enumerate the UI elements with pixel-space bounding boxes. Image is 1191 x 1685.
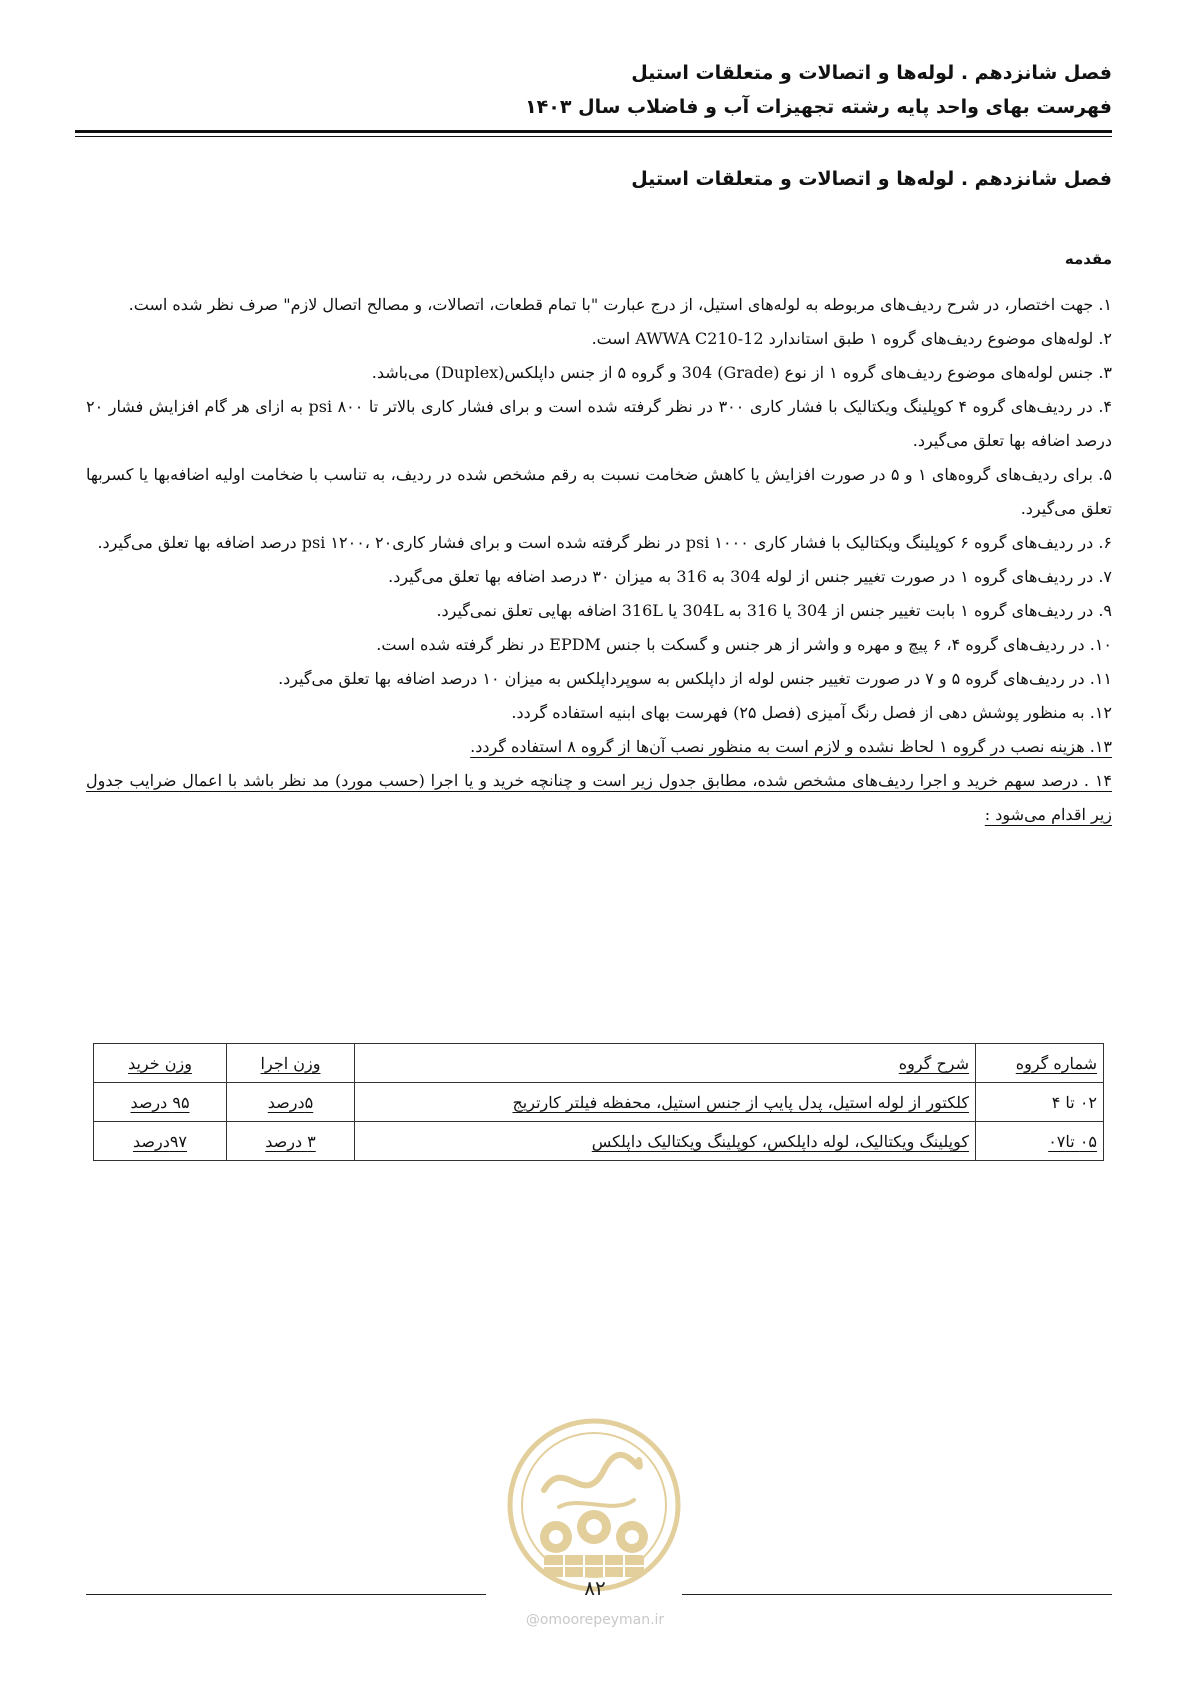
cell-group-number: ۰۵ تا۰۷ (976, 1122, 1104, 1161)
chapter-title: فصل شانزدهم . لوله‌ها و اتصالات و متعلقات استیل (631, 168, 1112, 190)
table-row (94, 1122, 1104, 1161)
footer-rule-left (86, 1594, 486, 1595)
note-3: ۳. جنس لوله‌های موضوع ردیف‌های گروه ۱ از نوع (Grade) 304 و گروه ۵ از جنس داپلکس(Duplex) می‌باشد. (371, 363, 1112, 382)
note-4: ۴. در ردیف‌های گروه ۴ کوپلینگ ویکتالیک با فشار کاری ۳۰۰ در نظر گرفته شده است و برای فشار کاری بالاتر تا psi ۸۰۰ به ازای هر گام افزایش فشار ۲۰ درصد اضافه بها تعلق می‌گیرد. (86, 397, 1112, 450)
note-9: ۹. در ردیف‌های گروه ۱ بابت تغییر جنس از 304 یا 316 به 304L یا 316L اضافه بهایی تعلق نمی‌گیرد. (436, 601, 1112, 620)
note-2: ۲. لوله‌های موضوع ردیف‌های گروه ۱ طبق استاندارد AWWA C210-12 است. (591, 329, 1112, 348)
note-5: ۵. برای ردیف‌های گروه‌های ۱ و ۵ در صورت افزایش یا کاهش ضخامت نسبت به رقم مشخص شده در ردیف، به تناسب با ضخامت اولیه اضافه‌بها یا کسربها تعلق می‌گیرد. (86, 465, 1112, 518)
watermark-url: @omoorepeyman.ir (525, 1612, 665, 1628)
note-12: ۱۲. به منظور پوشش دهی از فصل رنگ آمیزی (فصل ۲۵) فهرست بهای ابنیه استفاده گردد. (511, 703, 1112, 722)
header-pricelist-line: فهرست بهای واحد پایه رشته تجهیزات آب و فاضلاب سال ۱۴۰۳ (525, 96, 1112, 118)
note-10: ۱۰. در ردیف‌های گروه ۴، ۶ پیچ و مهره و واشر از هر جنس و گسکت با جنس EPDM در نظر گرفته شده است. (376, 635, 1112, 654)
cell-buy-weight: ۹۷درصد (94, 1122, 227, 1161)
cell-buy-weight: ۹۵ درصد (94, 1083, 227, 1122)
cell-group-description: کوپلینگ ویکتالیک، لوله داپلکس، کوپلینگ ویکتالیک داپلکس (355, 1122, 976, 1161)
header-rule-thin (75, 136, 1112, 137)
note-13 (86, 730, 1112, 764)
note-14 (86, 764, 1112, 832)
table-row (94, 1083, 1104, 1122)
header-rule-thick (75, 130, 1112, 133)
cell-group-description: کلکتور از لوله استیل، پدل پایپ از جنس استیل، محفظه فیلتر کارتریج (355, 1083, 976, 1122)
note-1: ۱. جهت اختصار، در شرح ردیف‌های مربوطه به لوله‌های استیل، از درج عبارت "با تمام قطعات، اتصالات، و مصالح اتصال لازم" صرف نظر شده است. (128, 295, 1112, 314)
note-11: ۱۱. در ردیف‌های گروه ۵ و ۷ در صورت تغییر جنس لوله از داپلکس به سوپرداپلکس به میزان ۱۰ درصد اضافه بها تعلق می‌گیرد. (278, 669, 1112, 688)
cell-exec-weight: ۵درصد (227, 1083, 355, 1122)
table-header-row (94, 1044, 1104, 1083)
page-number: ۸۲ (584, 1576, 606, 1600)
page-header (75, 56, 1112, 124)
cell-group-number: ۰۲ تا ۴ (976, 1083, 1104, 1122)
group-weights-table (93, 1043, 1104, 1161)
header-group-number: شماره گروه (976, 1044, 1104, 1083)
note-7: ۷. در ردیف‌های گروه ۱ در صورت تغییر جنس از لوله 304 به 316 به میزان ۳۰ درصد اضافه بها تعلق می‌گیرد. (388, 567, 1112, 586)
cell-exec-weight: ۳ درصد (227, 1122, 355, 1161)
note-6: ۶. در ردیف‌های گروه ۶ کوپلینگ ویکتالیک با فشار کاری psi ۱۰۰۰ در نظر گرفته شده است و برای فشار کاریpsi ۱۲۰۰، ۲۰ درصد اضافه بها تعلق می‌گیرد. (97, 533, 1112, 552)
intro-heading: مقدمه (1064, 250, 1112, 268)
note-14-text: ۱۴ . درصد سهم خرید و اجرا ردیف‌های مشخص شده، مطابق جدول زیر است و چنانچه خرید و یا اجرا (حسب مورد) مد نظر باشد با اعمال ضرایب جدول زیر اقدام می‌شود : (86, 771, 1112, 824)
header-chapter-line: فصل شانزدهم . لوله‌ها و اتصالات و متعلقات استیل (631, 62, 1112, 84)
header-group-description: شرح گروه (355, 1044, 976, 1083)
note-13-text: ۱۳. هزینه نصب در گروه ۱ لحاظ نشده و لازم است به منظور نصب آن‌ها از گروه ۸ استفاده گردد. (470, 737, 1112, 756)
header-buy-weight: وزن خرید (94, 1044, 227, 1083)
header-exec-weight: وزن اجرا (227, 1044, 355, 1083)
footer-rule-right (682, 1594, 1112, 1595)
watermark-logo (504, 1415, 684, 1595)
intro-body (86, 288, 1112, 832)
